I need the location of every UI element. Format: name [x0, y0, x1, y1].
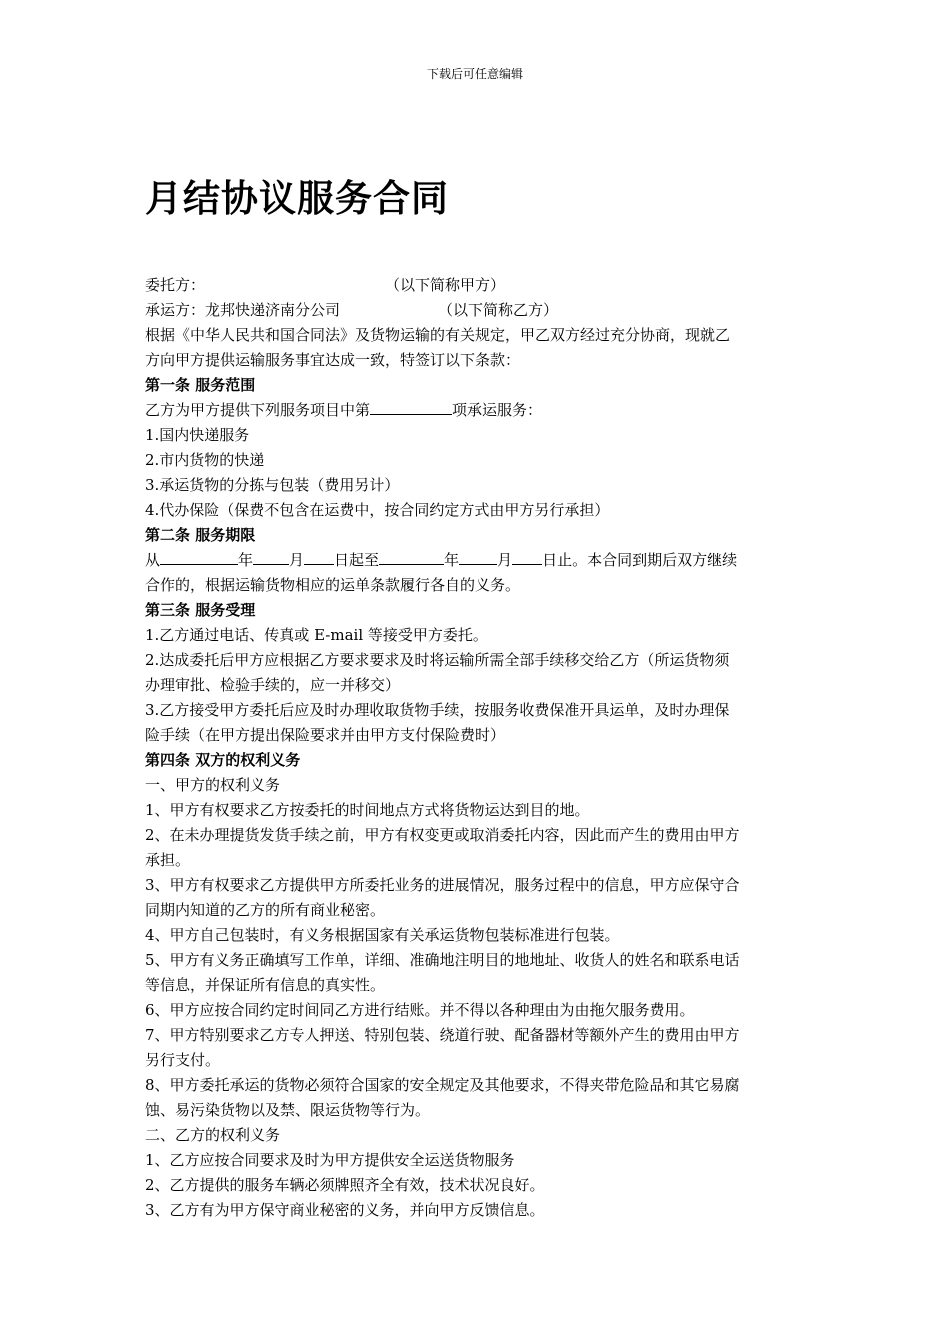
- article-4-line: 5、甲方有义务正确填写工作单，详细、准确地注明目的地地址、收货人的姓名和联系电话: [145, 951, 740, 969]
- article-3-line: 2.达成委托后甲方应根据乙方要求要求及时将运输所需全部手续移交给乙方（所运货物须: [145, 651, 730, 669]
- article-1-item: 1.国内快递服务: [145, 426, 250, 444]
- article-4-line: 7、甲方特别要求乙方专人押送、特别包装、绕道行驶、配备器材等额外产生的费用由甲方: [145, 1026, 740, 1044]
- start-year-blank[interactable]: [160, 548, 238, 565]
- party-b-note: （以下简称乙方）: [438, 301, 559, 319]
- service-number-blank[interactable]: [370, 398, 452, 415]
- article-3-line: 3.乙方接受甲方委托后应及时办理收取货物手续，按服务收费保准开具运单，及时办理保: [145, 701, 730, 719]
- article-4-heading: 第四条 双方的权利义务: [145, 751, 301, 769]
- article-1-item: 4.代办保险（保费不包含在运费中，按合同约定方式由甲方另行承担）: [145, 501, 610, 519]
- party-a-line: [145, 273, 807, 298]
- article-2-date-line: 从 年 月 日起至 年 月 日止。本合同到期后双方继续: [145, 548, 807, 573]
- article-3-line: 1.乙方通过电话、传真或 E-mail 等接受甲方委托。: [145, 626, 488, 644]
- intro-line: 方向甲方提供运输服务事宜达成一致，特签订以下条款：: [145, 351, 521, 369]
- party-a-note: （以下简称甲方）: [385, 276, 506, 294]
- party-b-line: [145, 298, 807, 323]
- article-4-line: 1、乙方应按合同要求及时为甲方提供安全运送货物服务: [145, 1151, 515, 1169]
- party-a-label: 委托方：: [145, 276, 206, 294]
- article-1-heading: 第一条 服务范围: [145, 376, 256, 394]
- article-4-line: 同期内知道的乙方的所有商业秘密。: [145, 901, 386, 919]
- article-3-heading: 第三条 服务受理: [145, 601, 256, 619]
- article-4-line: 等信息，并保证所有信息的真实性。: [145, 976, 386, 994]
- article-4-line: 1、甲方有权要求乙方按委托的时间地点方式将货物运达到目的地。: [145, 801, 590, 819]
- party-b-label: 承运方：龙邦快递济南分公司: [145, 301, 341, 319]
- article-4-line: 2、在未办理提货发货手续之前，甲方有权变更或取消委托内容，因此而产生的费用由甲方: [145, 826, 740, 844]
- article-4-line: 8、甲方委托承运的货物必须符合国家的安全规定及其他要求，不得夹带危险品和其它易腐: [145, 1076, 740, 1094]
- article-4-line: 3、甲方有权要求乙方提供甲方所委托业务的进展情况，服务过程中的信息，甲方应保守合: [145, 876, 740, 894]
- article-4-line: 2、乙方提供的服务车辆必须牌照齐全有效，技术状况良好。: [145, 1176, 545, 1194]
- article-4-line: 6、甲方应按合同约定时间同乙方进行结账。并不得以各种理由为由拖欠服务费用。: [145, 1001, 695, 1019]
- article-2-line: 合作的，根据运输货物相应的运单条款履行各自的义务。: [145, 576, 521, 594]
- article-4-line: 另行支付。: [145, 1051, 221, 1069]
- end-year-blank[interactable]: [379, 548, 444, 565]
- start-day-blank[interactable]: [304, 548, 334, 565]
- article-4-line: 二、乙方的权利义务: [145, 1126, 281, 1144]
- article-1-lead: 乙方为甲方提供下列服务项目中第 项承运服务：: [145, 398, 807, 423]
- article-4-line: 承担。: [145, 851, 191, 869]
- intro-line: 根据《中华人民共和国合同法》及货物运输的有关规定，甲乙双方经过充分协商，现就乙: [145, 326, 731, 344]
- article-4-line: 4、甲方自己包装时，有义务根据国家有关承运货物包装标准进行包装。: [145, 926, 620, 944]
- end-month-blank[interactable]: [459, 548, 497, 565]
- article-3-line: 险手续（在甲方提出保险要求并由甲方支付保险费时）: [145, 726, 506, 744]
- article-4-line: 蚀、易污染货物以及禁、限运货物等行为。: [145, 1101, 431, 1119]
- article-1-item: 2.市内货物的快递: [145, 451, 265, 469]
- article-4-line: 一、甲方的权利义务: [145, 776, 281, 794]
- end-day-blank[interactable]: [512, 548, 542, 565]
- article-4-line: 3、乙方有为甲方保守商业秘密的义务，并向甲方反馈信息。: [145, 1201, 545, 1219]
- article-1-item: 3.承运货物的分拣与包装（费用另计）: [145, 476, 400, 494]
- article-2-heading: 第二条 服务期限: [145, 526, 256, 544]
- start-month-blank[interactable]: [253, 548, 289, 565]
- contract-body: [145, 273, 807, 1223]
- page-header: 下载后可任意编辑: [426, 67, 523, 81]
- document-title: 月结协议服务合同: [145, 177, 449, 220]
- article-3-line: 办理审批、检验手续的，应一并移交）: [145, 676, 401, 694]
